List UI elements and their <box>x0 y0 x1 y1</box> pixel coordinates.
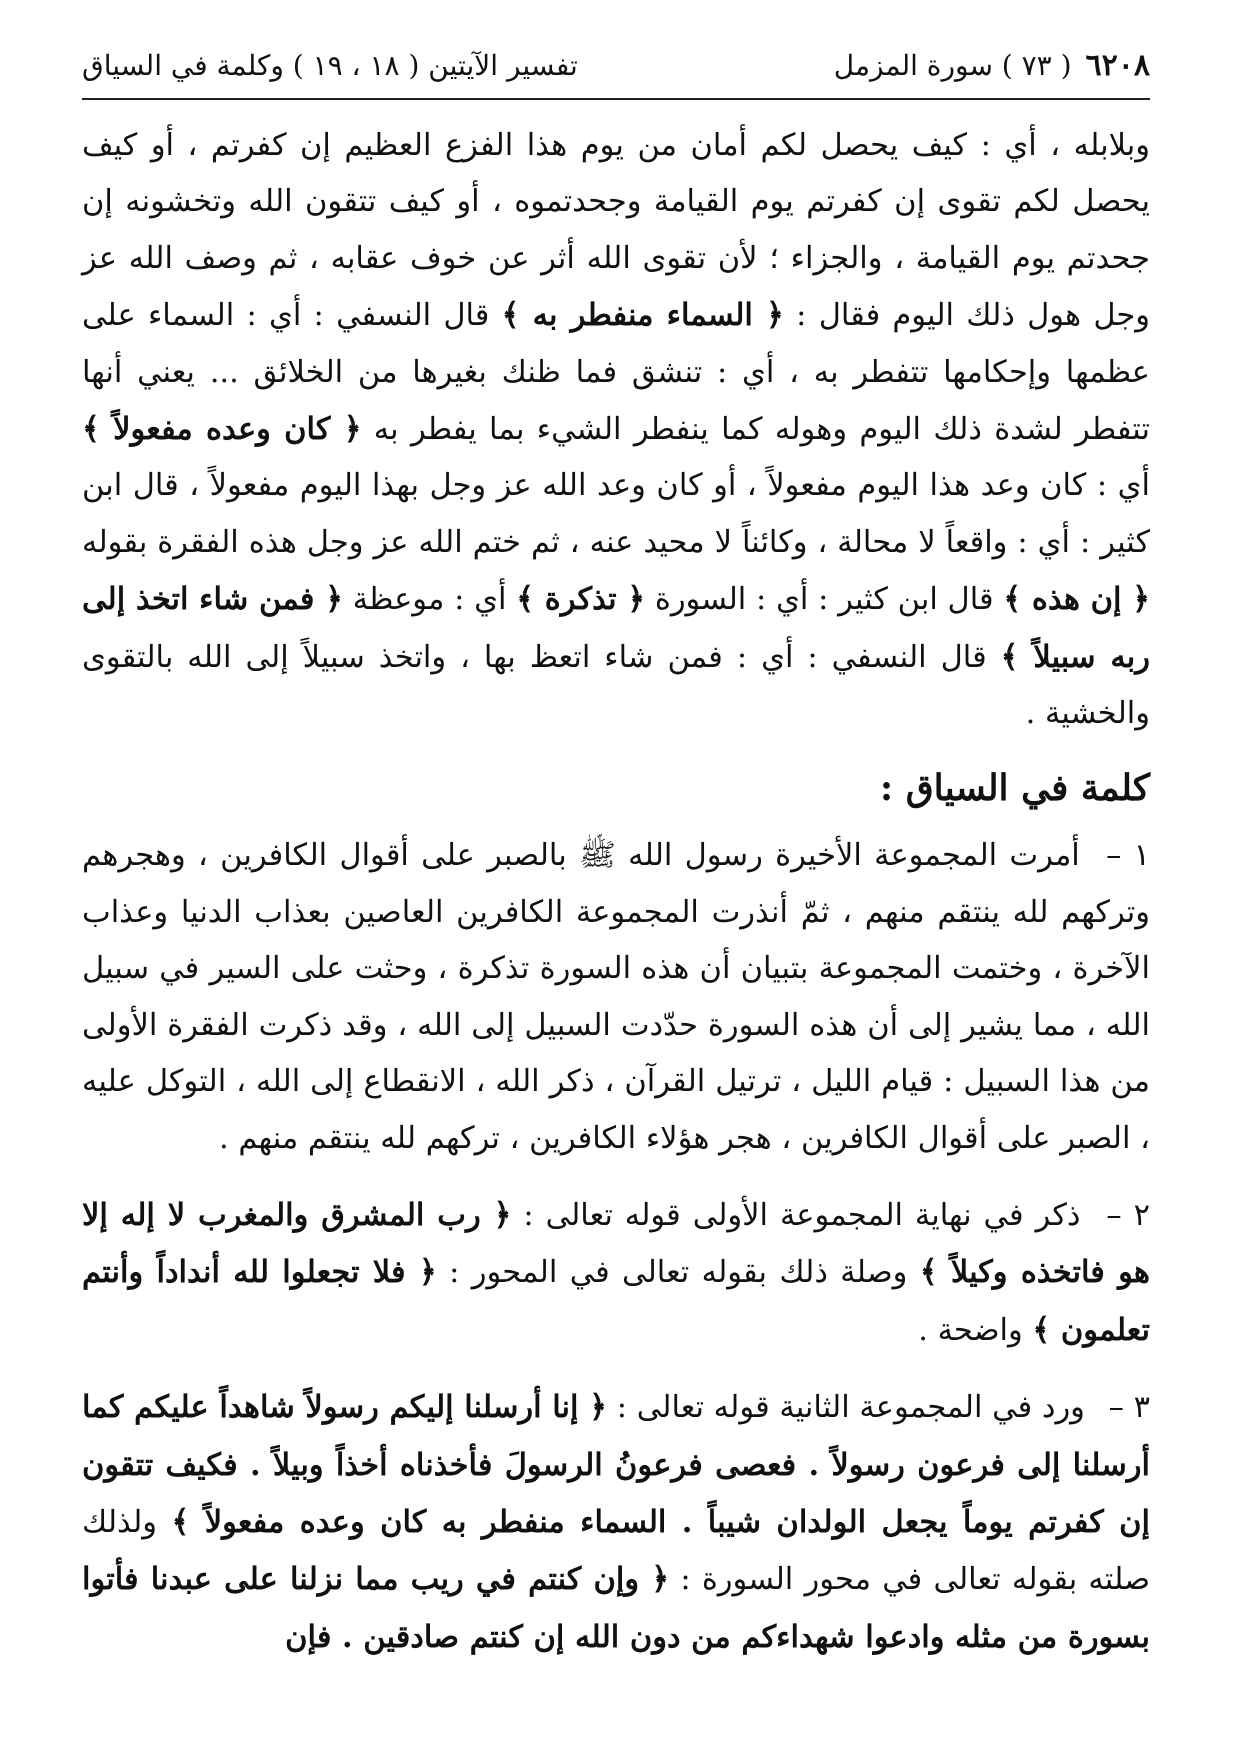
commentary-text: وبلابله ، أي : كيف يحصل لكم أمان من يوم هذا الفزع العظيم إن كفرتم ، أو كيف يحصل لكم تقوى إن كفرتم يوم القيامة وجحدتموه ، أو كيف تتقون الله وتخشونه إن جحدتم يوم القيامة ، والجزاء ؛ لأن تقوى الله أثر عن خوف عقابه ، ثم وصف الله عز وجل هول ذلك اليوم فقال : <box>82 128 1150 334</box>
point-spacer <box>82 1167 1150 1187</box>
quran-quote: ﴿ إن هذه ﴾ <box>1003 581 1150 618</box>
quran-quote: ﴿ تذكرة ﴾ <box>516 581 646 618</box>
quran-quote: ﴿ رب المشرق والمغرب لا إله إلا هو فاتخذه وكيلاً ﴾ <box>82 1196 1150 1291</box>
commentary-text: قال النسفي : أي : السماء على عظمها وإحكامها تتفطر به ، أي : تنشق فما ظنك بغيرها من الخلائق ... يعني أنها تتفطر لشدة ذلك اليوم وهوله كما ينفطر الشيء بما يفطر به <box>82 298 1150 448</box>
commentary-text: ذكر في نهاية المجموعة الأولى قوله تعالى : <box>511 1197 1093 1233</box>
quran-quote: ﴿ وإن كنتم في ريب مما نزلنا على عبدنا فأتوا بسورة من مثله وادعوا شهداءكم من دون الله إن كنتم صادقين . فإن <box>82 1561 1150 1655</box>
context-point <box>82 1379 1150 1666</box>
header-right <box>834 46 1150 86</box>
commentary-text: ولذلك صلته بقوله تعالى في محور السورة : <box>82 1504 1150 1598</box>
commentary-text: أي : موعظة <box>342 582 517 618</box>
point-number: ٢ – <box>1106 1197 1150 1233</box>
commentary-text: ورد في المجموعة الثانية قوله تعالى : <box>607 1390 1095 1426</box>
context-points <box>82 828 1150 1666</box>
page-number: ٦٢٠٨ <box>1085 48 1150 83</box>
header-topic: تفسير الآيتين ( ١٨ ، ١٩ ) وكلمة في السياق <box>82 49 578 82</box>
context-point <box>82 828 1150 1166</box>
commentary-text: قال النسفي : أي : فمن شاء اتعظ بها ، واتخذ سبيلاً إلى الله بالتقوى والخشية . <box>82 639 1150 732</box>
commentary-text: وصلة ذلك بقوله تعالى في المحور : <box>436 1255 920 1291</box>
surah-label: ( ٧٣ ) سورة المزمل <box>833 49 1072 82</box>
point-spacer <box>82 1359 1150 1379</box>
point-number: ١ – <box>1106 838 1150 874</box>
commentary-text: واضحة . <box>918 1312 1033 1348</box>
context-point <box>82 1187 1150 1359</box>
tafsir-text <box>82 118 1150 742</box>
quran-quote: ﴿ السماء منفطر به ﴾ <box>501 297 784 334</box>
quran-quote: ﴿ إنا أرسلنا إليكم رسولاً شاهداً عليكم كما أرسلنا إلى فرعون رسولاً . فعصى فرعونُ الرسولَ فأخذناه أخذاً وبيلاً . فكيف تتقون إن كفرتم يوماً يجعل الولدان شيباً . السماء منفطر به كان وعده مفعولاً ﴾ <box>82 1389 1150 1540</box>
page-header <box>82 46 1150 90</box>
tafsir-paragraph <box>82 118 1150 742</box>
commentary-text: أمرت المجموعة الأخيرة رسول الله ﷺ بالصبر على أقوال الكافرين ، وهجرهم وتركهم لله ينتقم منهم ، ثمّ أنذرت المجموعة الكافرين العاصين بعذاب الدنيا وعذاب الآخرة ، وختمت المجموعة بتبيان أن هذه السورة تذكرة ، وحثت على السير في سبيل الله ، مما يشير إلى أن هذه السورة حدّدت السبيل إلى الله ، وقد ذكرت الفقرة الأولى من هذا السبيل : قيام الليل ، ترتيل القرآن ، ذكر الله ، الانقطاع إلى الله ، التوكل عليه ، الصبر على أقوال الكافرين ، هجر هؤلاء الكافرين ، تركهم لله ينتقم منهم . <box>82 838 1150 1156</box>
commentary-text: أي : كان وعد هذا اليوم مفعولاً ، أو كان وعد الله عز وجل بهذا اليوم مفعولاً ، قال ابن كثير : أي : واقعاً لا محالة ، وكائناً لا محيد عنه ، ثم ختم الله عز وجل هذه الفقرة بقوله <box>82 468 1150 560</box>
quran-quote: ﴿ كان وعده مفعولاً ﴾ <box>82 411 362 448</box>
header-rule <box>82 98 1150 100</box>
point-number: ٣ – <box>1108 1390 1151 1426</box>
section-title: كلمة في السياق : <box>879 767 1150 810</box>
quran-quote: ﴿ فمن شاء اتخذ إلى ربه سبيلاً ﴾ <box>82 581 1150 675</box>
quran-quote: ﴿ فلا تجعلوا لله أنداداً وأنتم تعلمون ﴾ <box>82 1254 1150 1348</box>
commentary-text: قال ابن كثير : أي : السورة <box>645 582 1004 618</box>
